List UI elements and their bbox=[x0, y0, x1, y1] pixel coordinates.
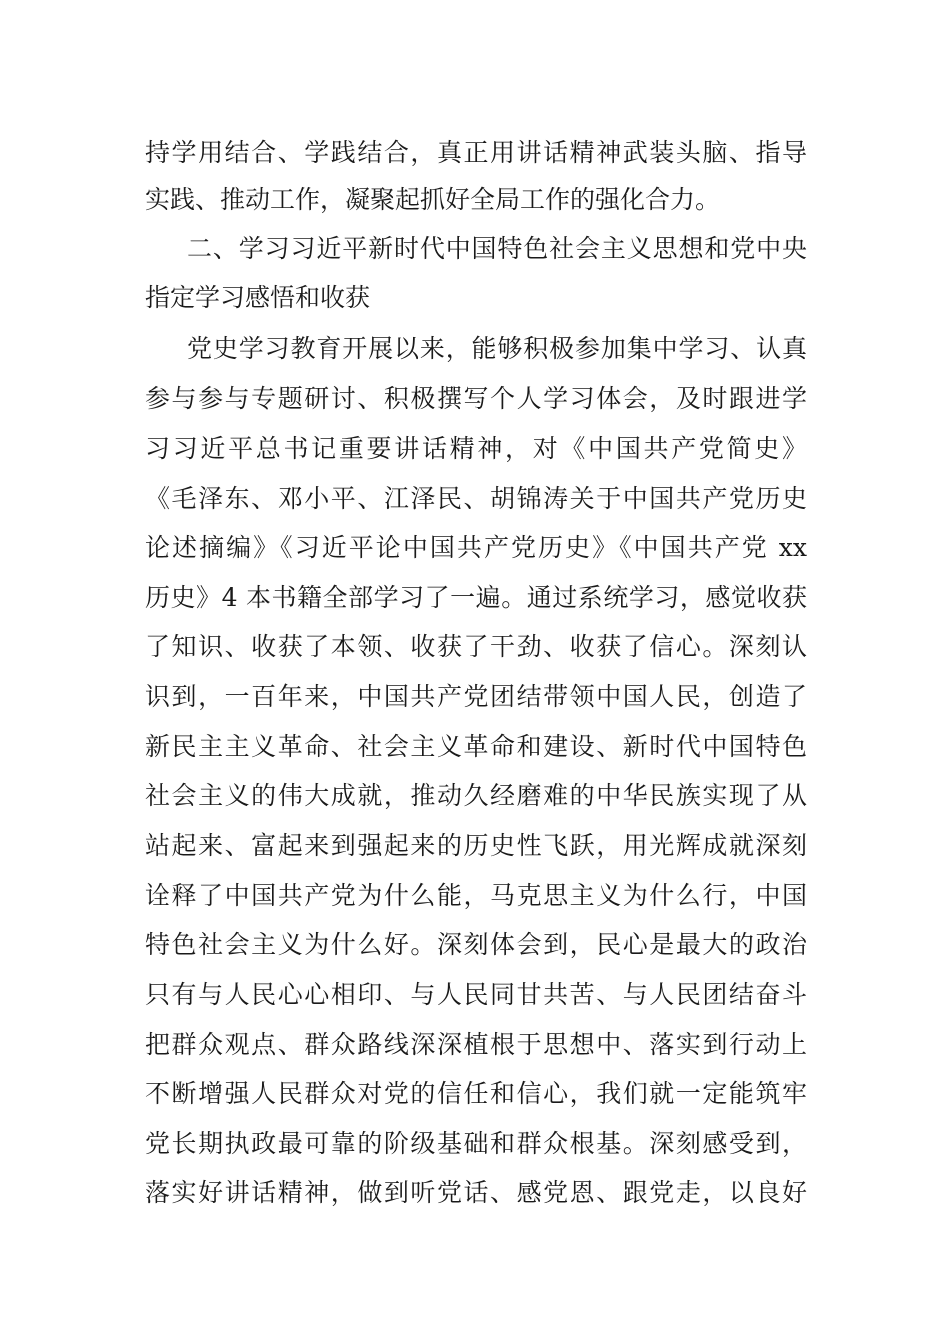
text-line: 实践、推动工作，凝聚起抓好全局工作的强化合力。 bbox=[145, 185, 721, 214]
text-line: 历史》4 本书籍全部学习了一遍。通过系统学习，感觉收获 bbox=[145, 583, 807, 612]
text-line: 不断增强人民群众对党的信任和信心，我们就一定能筑牢 bbox=[145, 1079, 807, 1108]
text-line: 《毛泽东、邓小平、江泽民、胡锦涛关于中国共产党历史 bbox=[145, 484, 807, 513]
section-heading-line: 指定学习感悟和收获 bbox=[145, 283, 371, 312]
text-line: 论述摘编》《习近平论中国共产党历史》《中国共产党 xx bbox=[145, 533, 807, 562]
text-line: 落实好讲话精神，做到听党话、感党恩、跟党走，以良好 bbox=[145, 1178, 807, 1207]
text-line: 党长期执政最可靠的阶级基础和群众根基。深刻感受到， bbox=[145, 1129, 807, 1158]
text-line: 了知识、收获了本领、收获了干劲、收获了信心。深刻认 bbox=[145, 632, 807, 661]
text-line: 只有与人民心心相印、与人民同甘共苦、与人民团结奋斗 bbox=[145, 980, 807, 1009]
text-line: 参与参与专题研讨、积极撰写个人学习体会，及时跟进学 bbox=[145, 384, 807, 413]
text-line: 诠释了中国共产党为什么能，马克思主义为什么行，中国 bbox=[145, 881, 807, 910]
text-line: 识到，一百年来，中国共产党团结带领中国人民，创造了 bbox=[145, 682, 807, 711]
text-line: 社会主义的伟大成就，推动久经磨难的中华民族实现了从 bbox=[145, 781, 807, 810]
text-line: 党史学习教育开展以来，能够积极参加集中学习、认真 bbox=[187, 334, 807, 363]
text-line: 特色社会主义为什么好。深刻体会到，民心是最大的政治 bbox=[145, 930, 807, 959]
section-heading-line: 二、学习习近平新时代中国特色社会主义思想和党中央 bbox=[187, 234, 807, 263]
text-line: 把群众观点、群众路线深深植根于思想中、落实到行动上 bbox=[145, 1030, 807, 1059]
text-line: 新民主主义革命、社会主义革命和建设、新时代中国特色 bbox=[145, 732, 807, 761]
text-line: 习习近平总书记重要讲话精神，对《中国共产党简史》 bbox=[145, 434, 807, 463]
text-line: 站起来、富起来到强起来的历史性飞跃，用光辉成就深刻 bbox=[145, 831, 807, 860]
text-line: 持学用结合、学践结合，真正用讲话精神武装头脑、指导 bbox=[145, 138, 807, 167]
